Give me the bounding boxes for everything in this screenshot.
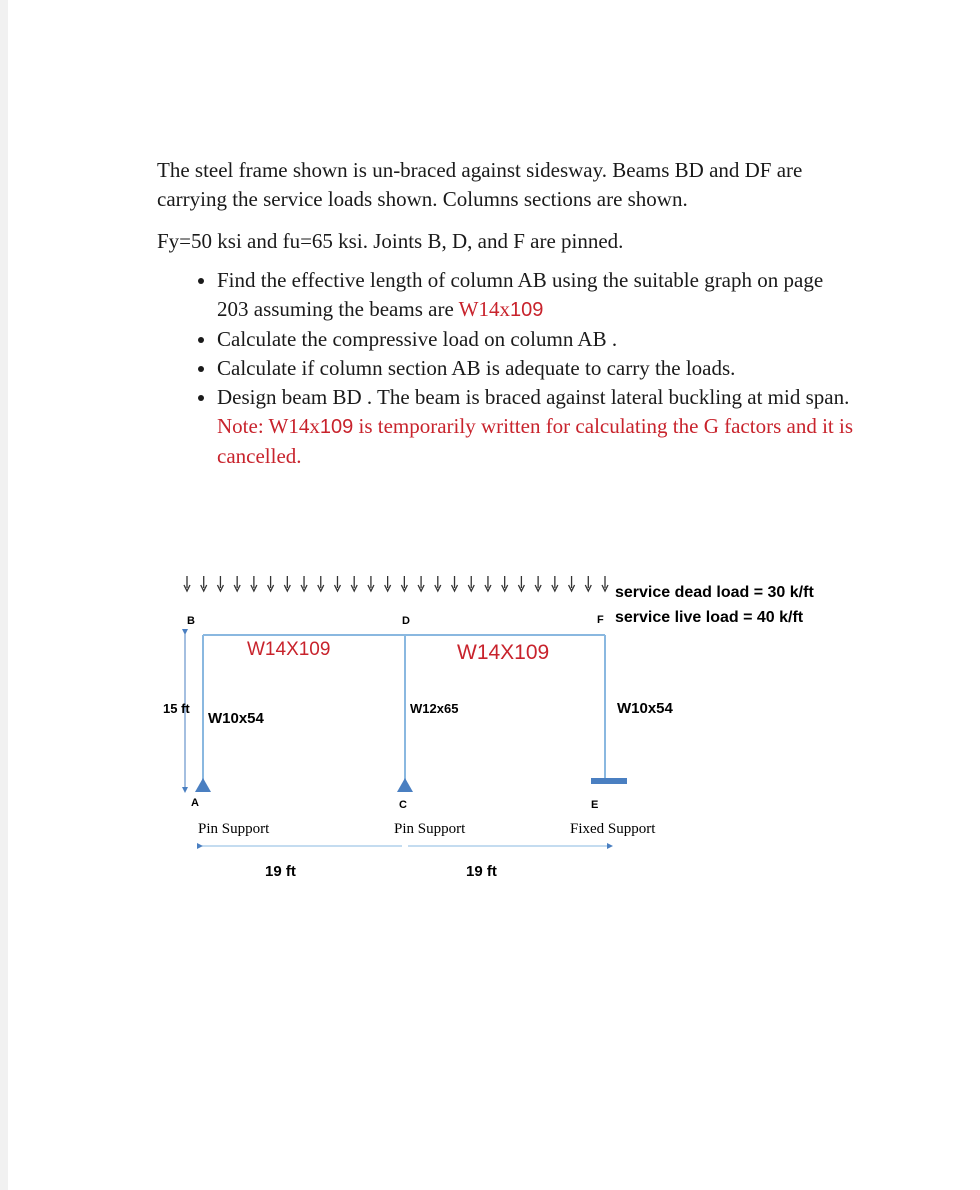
task-item: • Calculate the compressive load on column AB . [217, 325, 857, 354]
beam-df-section: W14X109 [457, 641, 550, 664]
task-item [217, 383, 857, 471]
section-label: W14x109 [458, 297, 544, 321]
live-load-label: service live load = 40 k/ft [615, 609, 804, 626]
height-label: 15 ft [163, 701, 190, 716]
task-item [217, 266, 857, 325]
support-a-label: Pin Support [198, 821, 270, 837]
support-c-label: Pin Support [394, 821, 466, 837]
node-e-label: E [591, 799, 599, 811]
pin-support-c-icon [397, 778, 413, 792]
column-ef-section: W10x54 [617, 700, 673, 717]
node-a-label: A [191, 797, 199, 809]
page-edge [0, 0, 8, 1190]
node-b-label: B [187, 615, 195, 627]
task-list [157, 266, 857, 471]
note-text: Note: W14x109 is temporarily written for calculating the G factors and it is cancelled. [217, 414, 853, 468]
task-item: • Calculate if column section AB is adequate to carry the loads. [217, 354, 857, 383]
dead-load-label: service dead load = 30 k/ft [615, 584, 814, 601]
span2-label: 19 ft [466, 863, 497, 880]
span1-label: 19 ft [265, 863, 296, 880]
material-paragraph: Fy=50 ksi and fu=65 ksi. Joints B, D, and F are pinned. [157, 229, 624, 253]
column-ab-section: W10x54 [208, 710, 264, 727]
pin-support-a-icon [195, 778, 211, 792]
node-c-label: C [399, 799, 407, 811]
node-f-label: F [597, 614, 604, 626]
task-text: Design beam BD . The beam is braced against lateral buckling at mid span. [217, 385, 850, 409]
column-cd-section: W12x65 [410, 701, 459, 716]
task-text: Find the effective length of column AB using the suitable graph on page 203 assuming the beams are [217, 268, 824, 321]
beam-bd-section: W14X109 [247, 639, 331, 660]
node-d-label: D [402, 615, 410, 627]
frame-diagram [150, 560, 850, 900]
intro-paragraph: The steel frame shown is un-braced against sidesway. Beams BD and DF are carrying the service loads shown. Columns sections are shown. [157, 158, 803, 211]
support-e-label: Fixed Support [570, 821, 656, 837]
problem-text [157, 156, 857, 471]
distributed-load-arrows [184, 576, 608, 591]
fixed-support-e-icon [591, 778, 627, 784]
